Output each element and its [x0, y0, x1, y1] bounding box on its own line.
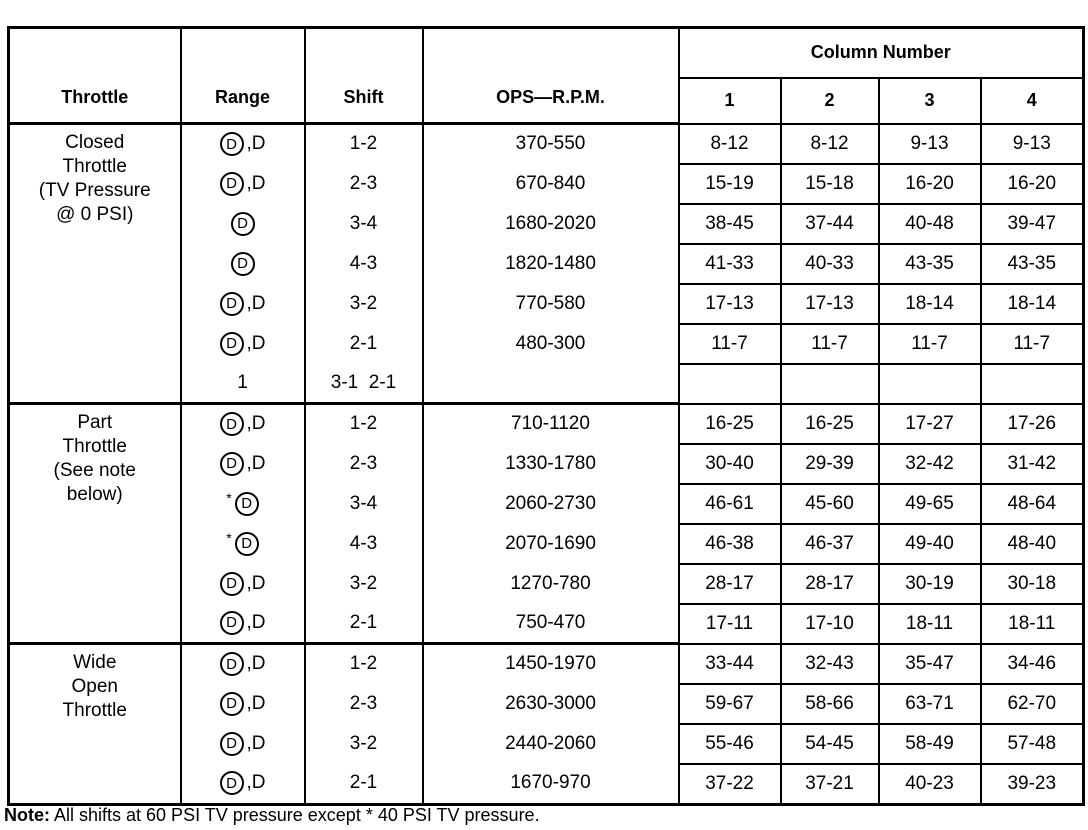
circled-drive-icon: D	[231, 212, 255, 236]
ops-rpm-cell: 770-580	[423, 284, 679, 324]
ops-rpm-cell: 710-1120	[423, 404, 679, 444]
range-suffix: ,D	[246, 292, 266, 314]
column-2-cell: 40-33	[781, 244, 879, 284]
footnote	[4, 805, 540, 826]
column-1-cell: 16-25	[679, 404, 781, 444]
column-1-cell: 38-45	[679, 204, 781, 244]
circled-drive-icon: D	[220, 172, 244, 196]
range-suffix: ,D	[246, 692, 266, 714]
column-1-cell: 33-44	[679, 644, 781, 684]
column-2-cell: 11-7	[781, 324, 879, 364]
shift-cell: 1-2	[305, 124, 423, 164]
ops-rpm-cell: 2060-2730	[423, 484, 679, 524]
column-3-cell: 9-13	[879, 124, 981, 164]
circled-drive-icon: D	[231, 252, 255, 276]
circled-drive-icon: D	[220, 771, 244, 795]
column-1-cell: 17-11	[679, 604, 781, 644]
column-2-cell: 28-17	[781, 564, 879, 604]
range-value	[237, 372, 248, 394]
shift-cell: 3-2	[305, 724, 423, 764]
range-suffix: 1	[237, 371, 248, 393]
column-1-cell: 37-22	[679, 764, 781, 805]
range-suffix: ,D	[246, 413, 266, 435]
ops-rpm-cell: 1270-780	[423, 564, 679, 604]
range-suffix: ,D	[246, 172, 266, 194]
column-2-cell: 16-25	[781, 404, 879, 444]
asterisk-mark: *	[226, 489, 232, 506]
column-3-cell: 40-48	[879, 204, 981, 244]
shift-cell: 3-4	[305, 204, 423, 244]
column-1-cell	[679, 364, 781, 404]
shift-cell: 1-2	[305, 404, 423, 444]
column-3-cell: 63-71	[879, 684, 981, 724]
column-2-cell: 54-45	[781, 724, 879, 764]
column-4-cell: 9-13	[981, 124, 1084, 164]
column-3-cell: 58-49	[879, 724, 981, 764]
column-2-cell	[781, 364, 879, 404]
column-4-cell: 16-20	[981, 164, 1084, 204]
header-range: Range	[181, 28, 305, 124]
column-4-cell: 18-14	[981, 284, 1084, 324]
shift-cell: 3-4	[305, 484, 423, 524]
column-1-cell: 11-7	[679, 324, 781, 364]
column-2-cell: 37-44	[781, 204, 879, 244]
range-cell	[181, 764, 305, 805]
column-2-cell: 17-13	[781, 284, 879, 324]
circled-drive-icon: D	[220, 692, 244, 716]
shift-cell: 2-3	[305, 444, 423, 484]
ops-rpm-cell: 1450-1970	[423, 644, 679, 684]
header-column-4: 4	[981, 78, 1084, 124]
range-value	[231, 252, 255, 276]
column-3-cell: 49-40	[879, 524, 981, 564]
ops-rpm-cell: 1670-970	[423, 764, 679, 805]
column-3-cell: 30-19	[879, 564, 981, 604]
circled-drive-icon: D	[220, 292, 244, 316]
range-suffix: ,D	[246, 332, 266, 354]
ops-rpm-cell: 670-840	[423, 164, 679, 204]
range-value	[220, 132, 266, 156]
range-cell	[181, 284, 305, 324]
range-value	[220, 652, 266, 676]
range-value	[226, 489, 258, 516]
header-column-1: 1	[679, 78, 781, 124]
range-suffix: ,D	[246, 133, 266, 155]
circled-drive-icon: D	[235, 532, 259, 556]
column-4-cell: 39-23	[981, 764, 1084, 805]
column-4-cell: 17-26	[981, 404, 1084, 444]
column-1-cell: 46-38	[679, 524, 781, 564]
shift-cell: 2-3	[305, 684, 423, 724]
ops-rpm-cell: 750-470	[423, 604, 679, 644]
ops-rpm-cell: 1680-2020	[423, 204, 679, 244]
range-suffix: ,D	[246, 611, 266, 633]
range-suffix: ,D	[246, 653, 266, 675]
column-3-cell: 18-14	[879, 284, 981, 324]
column-2-cell: 29-39	[781, 444, 879, 484]
circled-drive-icon: D	[220, 132, 244, 156]
range-value	[220, 412, 266, 436]
footnote-label: Note:	[4, 805, 50, 825]
column-4-cell: 57-48	[981, 724, 1084, 764]
header-column-number: Column Number	[679, 28, 1084, 78]
shift-cell: 1-2	[305, 644, 423, 684]
column-1-cell: 30-40	[679, 444, 781, 484]
range-value	[220, 611, 266, 635]
shift-cell: 2-1	[305, 604, 423, 644]
header-ops-rpm: OPS—R.P.M.	[423, 28, 679, 124]
header-column-3: 3	[879, 78, 981, 124]
column-4-cell: 34-46	[981, 644, 1084, 684]
shift-cell: 3-2	[305, 564, 423, 604]
throttle-cell: Part Throttle (See note below)	[9, 404, 181, 644]
range-value	[220, 572, 266, 596]
range-cell	[181, 724, 305, 764]
column-4-cell: 11-7	[981, 324, 1084, 364]
ops-rpm-cell: 1330-1780	[423, 444, 679, 484]
shift-cell: 3-1 2-1	[305, 364, 423, 404]
range-value	[220, 172, 266, 196]
column-2-cell: 45-60	[781, 484, 879, 524]
throttle-cell: Closed Throttle (TV Pressure @ 0 PSI)	[9, 124, 181, 404]
column-2-cell: 46-37	[781, 524, 879, 564]
column-2-cell: 17-10	[781, 604, 879, 644]
circled-drive-icon: D	[220, 732, 244, 756]
column-4-cell: 48-64	[981, 484, 1084, 524]
column-2-cell: 32-43	[781, 644, 879, 684]
circled-drive-icon: D	[220, 572, 244, 596]
range-value	[220, 771, 266, 795]
table-body	[9, 124, 1084, 805]
ops-rpm-cell: 370-550	[423, 124, 679, 164]
column-3-cell: 32-42	[879, 444, 981, 484]
column-3-cell: 11-7	[879, 324, 981, 364]
range-cell	[181, 404, 305, 444]
column-1-cell: 59-67	[679, 684, 781, 724]
range-cell	[181, 684, 305, 724]
shift-cell: 3-2	[305, 284, 423, 324]
range-suffix: ,D	[246, 732, 266, 754]
column-1-cell: 41-33	[679, 244, 781, 284]
column-2-cell: 15-18	[781, 164, 879, 204]
range-value	[220, 452, 266, 476]
range-cell	[181, 324, 305, 364]
shift-cell: 4-3	[305, 524, 423, 564]
header-shift: Shift	[305, 28, 423, 124]
column-3-cell: 16-20	[879, 164, 981, 204]
column-2-cell: 8-12	[781, 124, 879, 164]
column-1-cell: 17-13	[679, 284, 781, 324]
range-value	[220, 692, 266, 716]
shift-cell: 2-1	[305, 764, 423, 805]
range-cell	[181, 524, 305, 564]
range-cell	[181, 364, 305, 404]
column-3-cell: 40-23	[879, 764, 981, 805]
column-4-cell: 30-18	[981, 564, 1084, 604]
column-4-cell: 18-11	[981, 604, 1084, 644]
circled-drive-icon: D	[220, 412, 244, 436]
ops-rpm-cell: 1820-1480	[423, 244, 679, 284]
shift-cell: 4-3	[305, 244, 423, 284]
column-3-cell: 35-47	[879, 644, 981, 684]
shift-cell: 2-3	[305, 164, 423, 204]
range-cell	[181, 644, 305, 684]
range-value	[220, 332, 266, 356]
range-cell	[181, 164, 305, 204]
range-suffix: ,D	[246, 452, 266, 474]
column-2-cell: 58-66	[781, 684, 879, 724]
column-3-cell	[879, 364, 981, 404]
circled-drive-icon: D	[220, 652, 244, 676]
column-4-cell: 48-40	[981, 524, 1084, 564]
ops-rpm-cell: 480-300	[423, 324, 679, 364]
header-throttle: Throttle	[9, 28, 181, 124]
column-1-cell: 55-46	[679, 724, 781, 764]
shift-cell: 2-1	[305, 324, 423, 364]
footnote-text: All shifts at 60 PSI TV pressure except * 40 PSI TV pressure.	[50, 805, 540, 825]
range-value	[226, 529, 258, 556]
range-value	[220, 292, 266, 316]
column-3-cell: 43-35	[879, 244, 981, 284]
range-suffix: ,D	[246, 572, 266, 594]
table-row	[9, 404, 1084, 444]
range-cell	[181, 204, 305, 244]
header-column-2: 2	[781, 78, 879, 124]
circled-drive-icon: D	[220, 611, 244, 635]
column-1-cell: 28-17	[679, 564, 781, 604]
ops-rpm-cell	[423, 364, 679, 404]
circled-drive-icon: D	[220, 452, 244, 476]
column-3-cell: 18-11	[879, 604, 981, 644]
asterisk-mark: *	[226, 529, 232, 546]
column-4-cell	[981, 364, 1084, 404]
range-cell	[181, 564, 305, 604]
throttle-cell: Wide Open Throttle	[9, 644, 181, 805]
column-3-cell: 49-65	[879, 484, 981, 524]
ops-rpm-cell: 2070-1690	[423, 524, 679, 564]
column-4-cell: 31-42	[981, 444, 1084, 484]
range-cell	[181, 484, 305, 524]
column-1-cell: 8-12	[679, 124, 781, 164]
circled-drive-icon: D	[220, 332, 244, 356]
column-4-cell: 43-35	[981, 244, 1084, 284]
shift-speed-table	[7, 26, 1085, 806]
column-1-cell: 15-19	[679, 164, 781, 204]
column-4-cell: 62-70	[981, 684, 1084, 724]
ops-rpm-cell: 2440-2060	[423, 724, 679, 764]
range-cell	[181, 604, 305, 644]
range-cell	[181, 124, 305, 164]
range-cell	[181, 244, 305, 284]
range-value	[231, 212, 255, 236]
circled-drive-icon: D	[235, 492, 259, 516]
range-value	[220, 732, 266, 756]
range-suffix: ,D	[246, 772, 266, 793]
column-1-cell: 46-61	[679, 484, 781, 524]
column-3-cell: 17-27	[879, 404, 981, 444]
table-row	[9, 644, 1084, 684]
ops-rpm-cell: 2630-3000	[423, 684, 679, 724]
column-4-cell: 39-47	[981, 204, 1084, 244]
range-cell	[181, 444, 305, 484]
column-2-cell: 37-21	[781, 764, 879, 805]
table-row	[9, 124, 1084, 164]
